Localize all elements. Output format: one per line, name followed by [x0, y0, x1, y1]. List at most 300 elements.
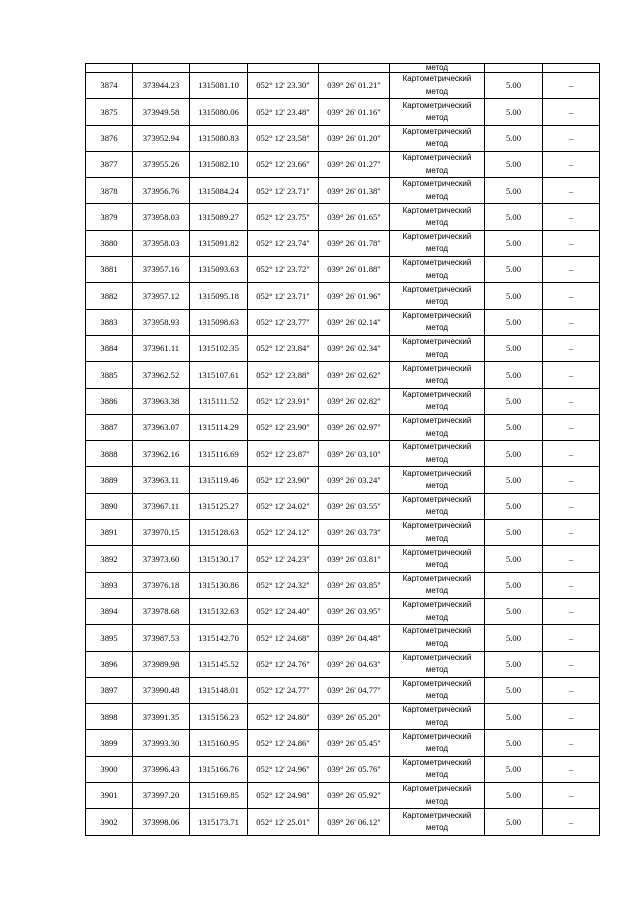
note-cell: –: [543, 730, 600, 756]
table-row: [86, 520, 600, 546]
method-cell: [390, 809, 485, 835]
table-row: [86, 730, 600, 756]
accuracy-cell: 5.00: [485, 151, 543, 177]
method-line-2: метод: [425, 559, 449, 569]
accuracy-cell: 5.00: [485, 73, 543, 99]
latitude-cell: 052° 12' 23.88": [248, 362, 319, 388]
y-coordinate-cell: 1315095.18: [190, 283, 248, 309]
y-coordinate-cell: 1315089.27: [190, 204, 248, 230]
longitude-cell: 039° 26' 03.24": [319, 467, 390, 493]
note-cell: –: [543, 178, 600, 204]
latitude-cell: 052° 12' 24.40": [248, 598, 319, 624]
y-coordinate-cell: 1315081.10: [190, 73, 248, 99]
y-coordinate-cell: 1315093.63: [190, 257, 248, 283]
longitude-cell: 039° 26' 04.63": [319, 651, 390, 677]
latitude-cell: 052° 12' 23.84": [248, 335, 319, 361]
method-line-1: Картометрический: [402, 310, 472, 320]
table-row: [86, 73, 600, 99]
note-cell: –: [543, 809, 600, 835]
point-number-cell: 3901: [86, 783, 133, 809]
accuracy-cell: 5.00: [485, 178, 543, 204]
accuracy-cell: 5.00: [485, 651, 543, 677]
table-row: [86, 335, 600, 361]
longitude-cell: 039° 26' 05.76": [319, 756, 390, 782]
table-row: [86, 756, 600, 782]
latitude-cell: 052° 12' 24.12": [248, 520, 319, 546]
longitude-cell: 039° 26' 05.92": [319, 783, 390, 809]
method-cell: [390, 178, 485, 204]
x-coordinate-cell: 373963.11: [133, 467, 190, 493]
y-coordinate-cell: 1315114.29: [190, 414, 248, 440]
point-number-cell: 3877: [86, 151, 133, 177]
point-number-cell: 3878: [86, 178, 133, 204]
note-cell: –: [543, 651, 600, 677]
point-number-cell: 3876: [86, 125, 133, 151]
method-cell: [390, 467, 485, 493]
x-coordinate-cell: 373963.07: [133, 414, 190, 440]
method-line-1: Картометрический: [402, 705, 472, 715]
point-number-cell: 3889: [86, 467, 133, 493]
accuracy-cell: 5.00: [485, 572, 543, 598]
accuracy-cell: 5.00: [485, 99, 543, 125]
longitude-cell: 039° 26' 02.62": [319, 362, 390, 388]
method-line-1: Картометрический: [402, 416, 472, 426]
table-row: [86, 283, 600, 309]
longitude-cell: 039° 26' 01.88": [319, 257, 390, 283]
method-line-2: метод: [425, 481, 449, 491]
x-coordinate-cell: 373989.98: [133, 651, 190, 677]
table-row: [86, 704, 600, 730]
latitude-cell: 052° 12' 23.66": [248, 151, 319, 177]
note-cell: –: [543, 73, 600, 99]
latitude-cell: 052° 12' 24.76": [248, 651, 319, 677]
table-row: [86, 99, 600, 125]
point-number-cell: 3891: [86, 520, 133, 546]
method-line-2: метод: [425, 638, 449, 648]
method-cell: [390, 125, 485, 151]
x-coordinate-cell: 373970.15: [133, 520, 190, 546]
latitude-cell: 052° 12' 23.30": [248, 73, 319, 99]
table-row: [86, 625, 600, 651]
note-cell: –: [543, 283, 600, 309]
method-cell: [390, 414, 485, 440]
x-coordinate-cell: 373963.38: [133, 388, 190, 414]
latitude-cell: 052° 12' 24.77": [248, 677, 319, 703]
table-row: [86, 362, 600, 388]
method-line-2: метод: [425, 533, 449, 543]
method-cell: [390, 73, 485, 99]
point-number-cell: 3888: [86, 441, 133, 467]
y-coordinate-cell: 1315130.86: [190, 572, 248, 598]
note-cell: –: [543, 230, 600, 256]
x-coordinate-cell: 373955.26: [133, 151, 190, 177]
method-line-1: Картометрический: [402, 74, 472, 84]
accuracy-cell: 5.00: [485, 625, 543, 651]
accuracy-cell: 5.00: [485, 388, 543, 414]
table-row: [86, 414, 600, 440]
latitude-cell: 052° 12' 24.23": [248, 546, 319, 572]
longitude-cell: 039° 26' 01.20": [319, 125, 390, 151]
latitude-cell: 052° 12' 25.01": [248, 809, 319, 835]
table-row: [86, 493, 600, 519]
note-cell: –: [543, 441, 600, 467]
table-row: [86, 178, 600, 204]
point-number-cell: 3890: [86, 493, 133, 519]
method-cell: [390, 230, 485, 256]
longitude-cell: 039° 26' 02.97": [319, 414, 390, 440]
x-coordinate-cell: 373961.11: [133, 335, 190, 361]
latitude-cell: 052° 12' 23.77": [248, 309, 319, 335]
method-line-2: метод: [425, 428, 449, 438]
accuracy-cell: 5.00: [485, 809, 543, 835]
method-line-1: Картометрический: [402, 232, 472, 242]
method-cell: [390, 283, 485, 309]
method-line-2: метод: [425, 218, 449, 228]
longitude-cell: 039° 26' 04.48": [319, 625, 390, 651]
method-line-2: метод: [425, 375, 449, 385]
note-cell: –: [543, 756, 600, 782]
method-line-1: Картометрический: [402, 679, 472, 689]
x-coordinate-cell: 373993.30: [133, 730, 190, 756]
method-line-2: метод: [425, 112, 449, 122]
note-cell: –: [543, 520, 600, 546]
method-cell: [390, 730, 485, 756]
point-number-cell: 3898: [86, 704, 133, 730]
x-coordinate-cell: 373958.03: [133, 230, 190, 256]
table-row: [86, 204, 600, 230]
table-row: [86, 441, 600, 467]
x-coordinate-cell: 373958.03: [133, 204, 190, 230]
method-line-2: метод: [425, 165, 449, 175]
method-line-2: метод: [425, 270, 449, 280]
y-coordinate-cell: 1315132.63: [190, 598, 248, 624]
longitude-cell: 039° 26' 04.77": [319, 677, 390, 703]
note-cell: –: [543, 335, 600, 361]
method-cell: [390, 677, 485, 703]
latitude-cell: 052° 12' 23.91": [248, 388, 319, 414]
method-line-1: Картометрический: [402, 652, 472, 662]
longitude-cell: 039° 26' 02.82": [319, 388, 390, 414]
y-coordinate-cell: 1315102.35: [190, 335, 248, 361]
continuation-row: [86, 64, 600, 73]
accuracy-cell: 5.00: [485, 598, 543, 624]
y-coordinate-cell: 1315128.63: [190, 520, 248, 546]
latitude-cell: 052° 12' 24.86": [248, 730, 319, 756]
x-coordinate-cell: 373991.35: [133, 704, 190, 730]
method-cell: [390, 546, 485, 572]
latitude-cell: 052° 12' 23.48": [248, 99, 319, 125]
latitude-cell: 052° 12' 23.71": [248, 283, 319, 309]
method-line-1: Картометрический: [402, 468, 472, 478]
point-number-cell: 3887: [86, 414, 133, 440]
y-coordinate-cell: 1315130.17: [190, 546, 248, 572]
method-line-1: Картометрический: [402, 784, 472, 794]
method-line-1: Картометрический: [402, 258, 472, 268]
x-coordinate-cell: 373958.93: [133, 309, 190, 335]
y-coordinate-cell: 1315111.52: [190, 388, 248, 414]
method-line-1: Картометрический: [402, 573, 472, 583]
note-cell: –: [543, 598, 600, 624]
method-line-1: Картометрический: [402, 205, 472, 215]
method-line-1: Картометрический: [402, 757, 472, 767]
accuracy-cell: 5.00: [485, 125, 543, 151]
table-row: [86, 809, 600, 835]
x-coordinate-cell: 373956.76: [133, 178, 190, 204]
point-number-cell: 3893: [86, 572, 133, 598]
table-row: [86, 572, 600, 598]
continuation-method-cell: метод: [390, 64, 485, 73]
accuracy-cell: 5.00: [485, 730, 543, 756]
y-coordinate-cell: 1315080.83: [190, 125, 248, 151]
method-cell: [390, 151, 485, 177]
note-cell: –: [543, 493, 600, 519]
method-line-2: метод: [425, 191, 449, 201]
method-line-1: Картометрический: [402, 389, 472, 399]
table-row: [86, 151, 600, 177]
point-number-cell: 3896: [86, 651, 133, 677]
accuracy-cell: 5.00: [485, 204, 543, 230]
longitude-cell: 039° 26' 01.38": [319, 178, 390, 204]
note-cell: –: [543, 572, 600, 598]
longitude-cell: 039° 26' 01.21": [319, 73, 390, 99]
table-row: [86, 598, 600, 624]
method-line-2: метод: [425, 665, 449, 675]
note-cell: –: [543, 546, 600, 572]
table-row: [86, 125, 600, 151]
table-row: [86, 651, 600, 677]
x-coordinate-cell: 373987.53: [133, 625, 190, 651]
longitude-cell: 039° 26' 06.12": [319, 809, 390, 835]
x-coordinate-cell: 373944.23: [133, 73, 190, 99]
point-number-cell: 3879: [86, 204, 133, 230]
y-coordinate-cell: 1315082.10: [190, 151, 248, 177]
accuracy-cell: 5.00: [485, 704, 543, 730]
point-number-cell: 3897: [86, 677, 133, 703]
note-cell: –: [543, 151, 600, 177]
point-number-cell: 3875: [86, 99, 133, 125]
y-coordinate-cell: 1315116.69: [190, 441, 248, 467]
accuracy-cell: 5.00: [485, 414, 543, 440]
note-cell: –: [543, 677, 600, 703]
table-row: [86, 467, 600, 493]
method-line-2: метод: [425, 717, 449, 727]
y-coordinate-cell: 1315119.46: [190, 467, 248, 493]
method-cell: [390, 99, 485, 125]
x-coordinate-cell: 373990.48: [133, 677, 190, 703]
table-body: [86, 64, 600, 836]
longitude-cell: 039° 26' 03.85": [319, 572, 390, 598]
longitude-cell: 039° 26' 03.73": [319, 520, 390, 546]
y-coordinate-cell: 1315091.82: [190, 230, 248, 256]
method-cell: [390, 335, 485, 361]
method-line-2: метод: [425, 507, 449, 517]
latitude-cell: 052° 12' 24.32": [248, 572, 319, 598]
note-cell: –: [543, 257, 600, 283]
y-coordinate-cell: 1315098.63: [190, 309, 248, 335]
y-coordinate-cell: 1315166.76: [190, 756, 248, 782]
accuracy-cell: 5.00: [485, 783, 543, 809]
method-cell: [390, 493, 485, 519]
method-cell: [390, 756, 485, 782]
latitude-cell: 052° 12' 23.58": [248, 125, 319, 151]
y-coordinate-cell: 1315145.52: [190, 651, 248, 677]
accuracy-cell: 5.00: [485, 335, 543, 361]
x-coordinate-cell: 373973.60: [133, 546, 190, 572]
note-cell: –: [543, 204, 600, 230]
latitude-cell: 052° 12' 23.72": [248, 257, 319, 283]
latitude-cell: 052° 12' 24.80": [248, 704, 319, 730]
method-cell: [390, 257, 485, 283]
method-line-2: метод: [425, 586, 449, 596]
table-row: [86, 388, 600, 414]
point-number-cell: 3883: [86, 309, 133, 335]
table-row: [86, 546, 600, 572]
method-line-1: Картометрический: [402, 810, 472, 820]
method-cell: [390, 441, 485, 467]
y-coordinate-cell: 1315084.24: [190, 178, 248, 204]
point-number-cell: 3884: [86, 335, 133, 361]
point-number-cell: 3874: [86, 73, 133, 99]
point-number-cell: 3899: [86, 730, 133, 756]
accuracy-cell: 5.00: [485, 362, 543, 388]
y-coordinate-cell: 1315107.61: [190, 362, 248, 388]
method-cell: [390, 598, 485, 624]
latitude-cell: 052° 12' 23.90": [248, 467, 319, 493]
latitude-cell: 052° 12' 23.90": [248, 414, 319, 440]
table-row: [86, 677, 600, 703]
method-cell: [390, 572, 485, 598]
accuracy-cell: 5.00: [485, 677, 543, 703]
method-line-2: метод: [425, 244, 449, 254]
point-number-cell: 3902: [86, 809, 133, 835]
method-cell: [390, 651, 485, 677]
accuracy-cell: 5.00: [485, 467, 543, 493]
note-cell: –: [543, 309, 600, 335]
x-coordinate-cell: 373957.16: [133, 257, 190, 283]
method-line-2: метод: [425, 822, 449, 832]
latitude-cell: 052° 12' 24.02": [248, 493, 319, 519]
latitude-cell: 052° 12' 24.98": [248, 783, 319, 809]
longitude-cell: 039° 26' 05.20": [319, 704, 390, 730]
x-coordinate-cell: 373949.58: [133, 99, 190, 125]
longitude-cell: 039° 26' 01.65": [319, 204, 390, 230]
method-line-2: метод: [425, 323, 449, 333]
method-cell: [390, 388, 485, 414]
method-line-2: метод: [425, 86, 449, 96]
x-coordinate-cell: 373967.11: [133, 493, 190, 519]
point-number-cell: 3886: [86, 388, 133, 414]
point-number-cell: 3894: [86, 598, 133, 624]
method-line-2: метод: [425, 796, 449, 806]
x-coordinate-cell: 373962.16: [133, 441, 190, 467]
x-coordinate-cell: 373976.18: [133, 572, 190, 598]
method-line-2: метод: [425, 770, 449, 780]
method-line-2: метод: [425, 297, 449, 307]
longitude-cell: 039° 26' 01.16": [319, 99, 390, 125]
latitude-cell: 052° 12' 24.96": [248, 756, 319, 782]
method-line-1: Картометрический: [402, 600, 472, 610]
longitude-cell: 039° 26' 03.81": [319, 546, 390, 572]
longitude-cell: 039° 26' 01.96": [319, 283, 390, 309]
x-coordinate-cell: 373998.06: [133, 809, 190, 835]
method-line-1: Картометрический: [402, 337, 472, 347]
accuracy-cell: 5.00: [485, 756, 543, 782]
accuracy-cell: 5.00: [485, 520, 543, 546]
accuracy-cell: 5.00: [485, 493, 543, 519]
x-coordinate-cell: 373962.52: [133, 362, 190, 388]
x-coordinate-cell: 373997.20: [133, 783, 190, 809]
note-cell: –: [543, 625, 600, 651]
accuracy-cell: 5.00: [485, 283, 543, 309]
longitude-cell: 039° 26' 03.95": [319, 598, 390, 624]
table-row: [86, 309, 600, 335]
note-cell: –: [543, 99, 600, 125]
method-line-1: Картометрический: [402, 494, 472, 504]
method-line-1: Картометрический: [402, 521, 472, 531]
accuracy-cell: 5.00: [485, 230, 543, 256]
longitude-cell: 039° 26' 05.45": [319, 730, 390, 756]
table-row: [86, 230, 600, 256]
accuracy-cell: 5.00: [485, 257, 543, 283]
y-coordinate-cell: 1315156.23: [190, 704, 248, 730]
y-coordinate-cell: 1315173.71: [190, 809, 248, 835]
note-cell: –: [543, 388, 600, 414]
method-cell: [390, 783, 485, 809]
method-line-2: метод: [425, 612, 449, 622]
note-cell: –: [543, 783, 600, 809]
x-coordinate-cell: 373996.43: [133, 756, 190, 782]
y-coordinate-cell: 1315148.01: [190, 677, 248, 703]
method-line-1: Картометрический: [402, 284, 472, 294]
latitude-cell: 052° 12' 24.68": [248, 625, 319, 651]
method-line-1: Картометрический: [402, 126, 472, 136]
point-number-cell: 3880: [86, 230, 133, 256]
longitude-cell: 039° 26' 01.78": [319, 230, 390, 256]
accuracy-cell: 5.00: [485, 546, 543, 572]
table-row: [86, 783, 600, 809]
coordinates-table: [85, 63, 600, 836]
longitude-cell: 039° 26' 01.27": [319, 151, 390, 177]
point-number-cell: 3885: [86, 362, 133, 388]
point-number-cell: 3881: [86, 257, 133, 283]
method-line-2: метод: [425, 691, 449, 701]
y-coordinate-cell: 1315160.95: [190, 730, 248, 756]
method-cell: [390, 625, 485, 651]
y-coordinate-cell: 1315142.70: [190, 625, 248, 651]
note-cell: –: [543, 704, 600, 730]
note-cell: –: [543, 362, 600, 388]
method-cell: [390, 204, 485, 230]
method-cell: [390, 362, 485, 388]
y-coordinate-cell: 1315169.85: [190, 783, 248, 809]
longitude-cell: 039° 26' 03.55": [319, 493, 390, 519]
table-row: [86, 257, 600, 283]
method-line-1: Картометрический: [402, 731, 472, 741]
longitude-cell: 039° 26' 02.14": [319, 309, 390, 335]
accuracy-cell: 5.00: [485, 441, 543, 467]
point-number-cell: 3895: [86, 625, 133, 651]
method-line-1: Картометрический: [402, 179, 472, 189]
note-cell: –: [543, 125, 600, 151]
longitude-cell: 039° 26' 03.10": [319, 441, 390, 467]
latitude-cell: 052° 12' 23.74": [248, 230, 319, 256]
latitude-cell: 052° 12' 23.71": [248, 178, 319, 204]
method-line-2: метод: [425, 454, 449, 464]
point-number-cell: 3900: [86, 756, 133, 782]
method-line-2: метод: [425, 744, 449, 754]
method-line-1: Картометрический: [402, 442, 472, 452]
method-cell: [390, 309, 485, 335]
